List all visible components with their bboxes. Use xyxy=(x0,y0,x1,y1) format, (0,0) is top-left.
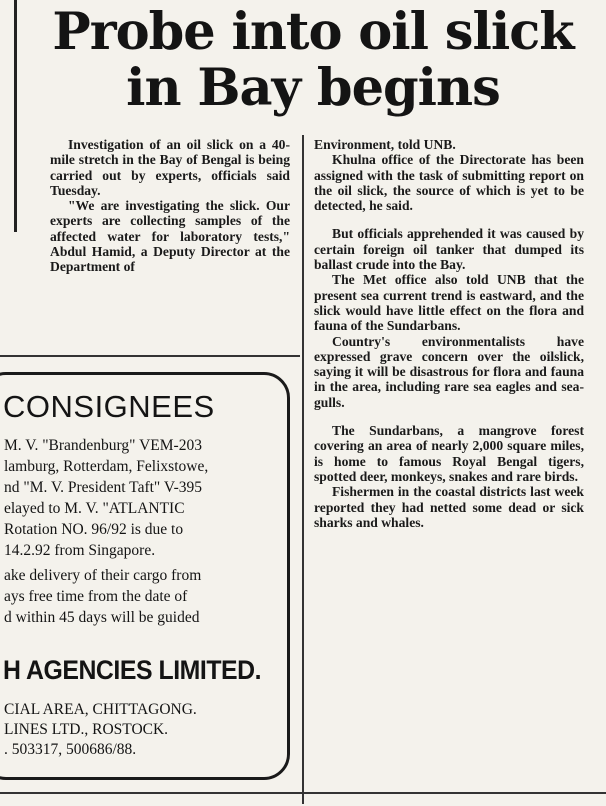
ad-company-name: H AGENCIES LIMITED. xyxy=(3,655,262,685)
article-paragraph: Environment, told UNB. xyxy=(314,137,456,152)
column-rule-left xyxy=(0,0,17,232)
ad-line: Rotation NO. 96/92 is due to xyxy=(4,521,184,538)
article-paragraph: Fishermen in the coastal districts last week reported they had netted some dead or sick sharks and whales. xyxy=(314,484,584,530)
consignees-advertisement xyxy=(0,372,290,780)
headline-line-2: in Bay begins xyxy=(126,58,500,118)
ad-address-line: . 503317, 500686/88. xyxy=(4,741,137,758)
column-divider xyxy=(302,135,304,804)
article-paragraph: Country's environmentalists have expressed grave concern over the oilslick, saying it will be disastrous for flora and fauna in the area, including rare sea eagles and sea-gulls. xyxy=(314,333,584,410)
article-column-left xyxy=(50,137,290,275)
article-paragraph: But officials apprehended it was caused by certain foreign oil tanker that dumped its ballast crude into the Bay. xyxy=(314,226,584,273)
ad-delivery-notice xyxy=(4,565,284,628)
headline xyxy=(20,4,606,116)
article-paragraph: The Met office also told UNB that the present sea current trend is eastward, and the slick would have little effect on the flora and fauna of the Sundarbans. xyxy=(314,272,584,334)
ad-address-line: CIAL AREA, CHITTAGONG. xyxy=(4,701,197,718)
article-paragraph: "We are investigating the slick. Our experts are collecting samples of the affected water for laboratory tests," Abdul Hamid, a Deputy Director at the Department of xyxy=(50,198,290,275)
ad-line: lamburg, Rotterdam, Felixstowe, xyxy=(4,458,209,475)
ad-line: elayed to M. V. "ATLANTIC xyxy=(4,500,185,517)
ad-line: nd "M. V. President Taft" V-395 xyxy=(4,479,203,496)
article-paragraph: Khulna office of the Directorate has been assigned with the task of submitting report on the oil slick, the source of which is yet to be detected, he said. xyxy=(314,152,584,214)
ad-line: M. V. "Brandenburg" VEM-203 xyxy=(4,437,202,454)
article-paragraph: Investigation of an oil slick on a 40-mile stretch in the Bay of Bengal is being carried out by experts, officials said Tuesday. xyxy=(50,137,290,198)
ad-line: d within 45 days will be guided xyxy=(4,609,200,626)
ad-line: 14.2.92 from Singapore. xyxy=(4,542,156,559)
section-divider xyxy=(0,355,300,357)
ad-line: ays free time from the date of xyxy=(4,588,188,605)
ad-address-line: LINES LTD., ROSTOCK. xyxy=(4,721,169,738)
ad-address xyxy=(4,700,197,760)
ad-title: CONSIGNEES xyxy=(3,389,215,424)
ad-vessel-notice xyxy=(4,435,284,561)
article-paragraph: The Sundarbans, a mangrove forest covering an area of nearly 2,000 square miles, is home to famous Royal Bengal tigers, spotted deer, monkeys, snakes and rare birds. xyxy=(314,423,584,484)
article-column-right xyxy=(314,137,584,530)
ad-line: ake delivery of their cargo from xyxy=(4,567,202,584)
headline-line-1: Probe into oil slick xyxy=(52,2,574,62)
